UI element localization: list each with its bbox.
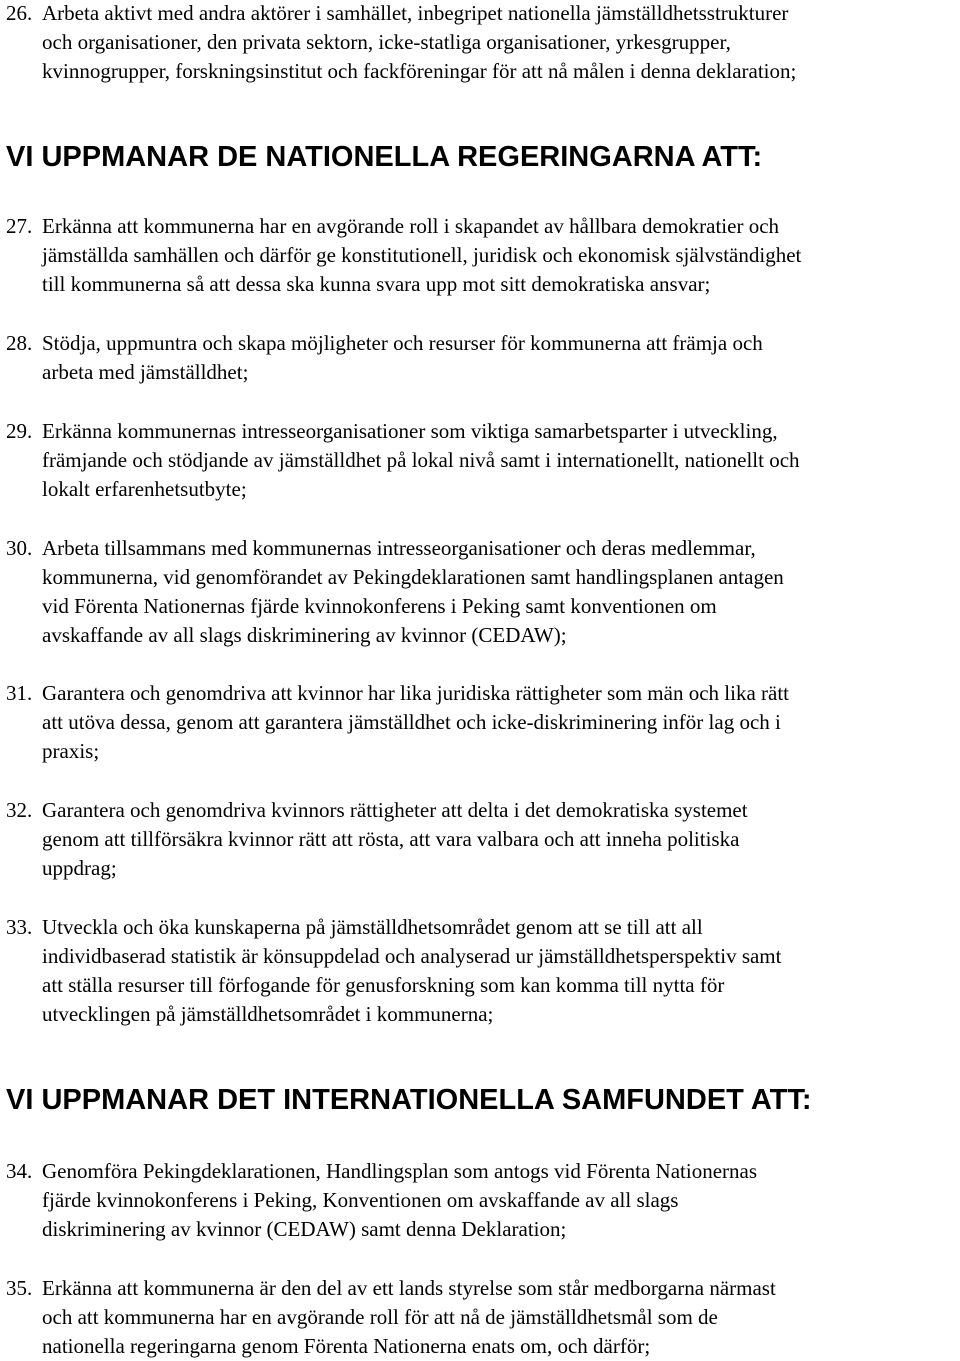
item-text-line: arbeta med jämställdhet;	[42, 360, 249, 384]
item-text-line: Arbeta tillsammans med kommunernas intresseorganisationer och deras medlemmar,	[42, 536, 756, 560]
item-text-line: kvinnogrupper, forskningsinstitut och fackföreningar för att nå målen i denna deklaration;	[42, 59, 797, 83]
list-item-29	[6, 417, 954, 504]
item-number: 34.	[6, 1159, 33, 1183]
list-item-35	[6, 1274, 954, 1361]
item-text	[6, 1274, 954, 1361]
item-number: 32.	[6, 798, 33, 822]
list-item-26	[6, 0, 954, 86]
item-text	[6, 534, 954, 650]
item-text-line: Utveckla och öka kunskaperna på jämställdhetsområdet genom att se till att all	[42, 915, 703, 939]
item-text	[6, 913, 954, 1029]
item-text-line: att ställa resurser till förfogande för genusforskning som kan komma till nytta för	[42, 973, 725, 997]
item-number: 26.	[6, 1, 33, 25]
item-text-line: Garantera och genomdriva kvinnors rättigheter att delta i det demokratiska systemet	[42, 798, 748, 822]
item-text-line: främjande och stödjande av jämställdhet på lokal nivå samt i internationellt, nationellt och	[42, 448, 800, 472]
item-text-line: uppdrag;	[42, 856, 117, 880]
item-text-line: att utöva dessa, genom att garantera jämställdhet och icke-diskriminering inför lag och i	[42, 710, 781, 734]
item-number: 31.	[6, 681, 33, 705]
item-text-line: och organisationer, den privata sektorn, icke-statliga organisationer, yrkesgrupper,	[42, 30, 731, 54]
list-item-33	[6, 913, 954, 1029]
item-text	[6, 1157, 954, 1244]
item-text-line: Arbeta aktivt med andra aktörer i samhället, inbegripet nationella jämställdhetsstrukturer	[42, 1, 789, 25]
item-number: 30.	[6, 536, 33, 560]
item-text	[6, 329, 954, 387]
item-text-line: Garantera och genomdriva att kvinnor har lika juridiska rättigheter som män och lika rätt	[42, 681, 789, 705]
item-number: 28.	[6, 331, 33, 355]
list-item-34	[6, 1157, 954, 1244]
item-text-line: lokalt erfarenhetsutbyte;	[42, 477, 247, 501]
item-text-line: kommunerna, vid genomförandet av Pekingdeklarationen samt handlingsplanen antagen	[42, 565, 784, 589]
item-number: 29.	[6, 419, 33, 443]
item-text-line: utvecklingen på jämställdhetsområdet i kommunerna;	[42, 1002, 494, 1026]
item-text-line: till kommunerna så att dessa ska kunna svara upp mot sitt demokratiska ansvar;	[42, 272, 711, 296]
item-text-line: jämställda samhällen och därför ge konstitutionell, juridisk och ekonomisk självständighet	[42, 243, 802, 267]
item-text-line: Erkänna att kommunerna är den del av ett lands styrelse som står medborgarna närmast	[42, 1276, 776, 1300]
section-heading-international: VI UPPMANAR DET INTERNATIONELLA SAMFUNDET ATT:	[6, 1084, 812, 1116]
item-number: 35.	[6, 1276, 33, 1300]
item-text	[6, 796, 954, 883]
item-text-line: avskaffande av all slags diskriminering av kvinnor (CEDAW);	[42, 623, 567, 647]
item-text-line: individbaserad statistik är könsuppdelad och analyserad ur jämställdhetsperspektiv samt	[42, 944, 782, 968]
item-text-line: Erkänna kommunernas intresseorganisationer som viktiga samarbetsparter i utveckling,	[42, 419, 778, 443]
item-text-line: Stödja, uppmuntra och skapa möjligheter och resurser för kommunerna att främja och	[42, 331, 763, 355]
item-text	[6, 679, 954, 766]
item-text-line: nationella regeringarna genom Förenta Nationerna enats om, och därför;	[42, 1334, 651, 1358]
item-number: 27.	[6, 214, 33, 238]
item-text-line: Erkänna att kommunerna har en avgörande roll i skapandet av hållbara demokratier och	[42, 214, 780, 238]
list-item-27	[6, 212, 954, 299]
item-text	[6, 0, 954, 86]
item-text-line: praxis;	[42, 739, 100, 763]
list-item-28	[6, 329, 954, 387]
item-text-line: fjärde kvinnokonferens i Peking, Konventionen om avskaffande av all slags	[42, 1188, 679, 1212]
list-item-31	[6, 679, 954, 766]
item-text-line: diskriminering av kvinnor (CEDAW) samt denna Deklaration;	[42, 1217, 567, 1241]
item-text	[6, 212, 954, 299]
item-text	[6, 417, 954, 504]
section-heading-national: VI UPPMANAR DE NATIONELLA REGERINGARNA ATT:	[6, 141, 763, 173]
item-text-line: Genomföra Pekingdeklarationen, Handlingsplan som antogs vid Förenta Nationernas	[42, 1159, 758, 1183]
list-item-32	[6, 796, 954, 883]
item-number: 33.	[6, 915, 33, 939]
item-text-line: och att kommunerna har en avgörande roll för att nå de jämställdhetsmål som de	[42, 1305, 718, 1329]
list-item-30	[6, 534, 954, 650]
item-text-line: vid Förenta Nationernas fjärde kvinnokonferens i Peking samt konventionen om	[42, 594, 717, 618]
item-text-line: genom att tillförsäkra kvinnor rätt att rösta, att vara valbara och att inneha politiska	[42, 827, 740, 851]
